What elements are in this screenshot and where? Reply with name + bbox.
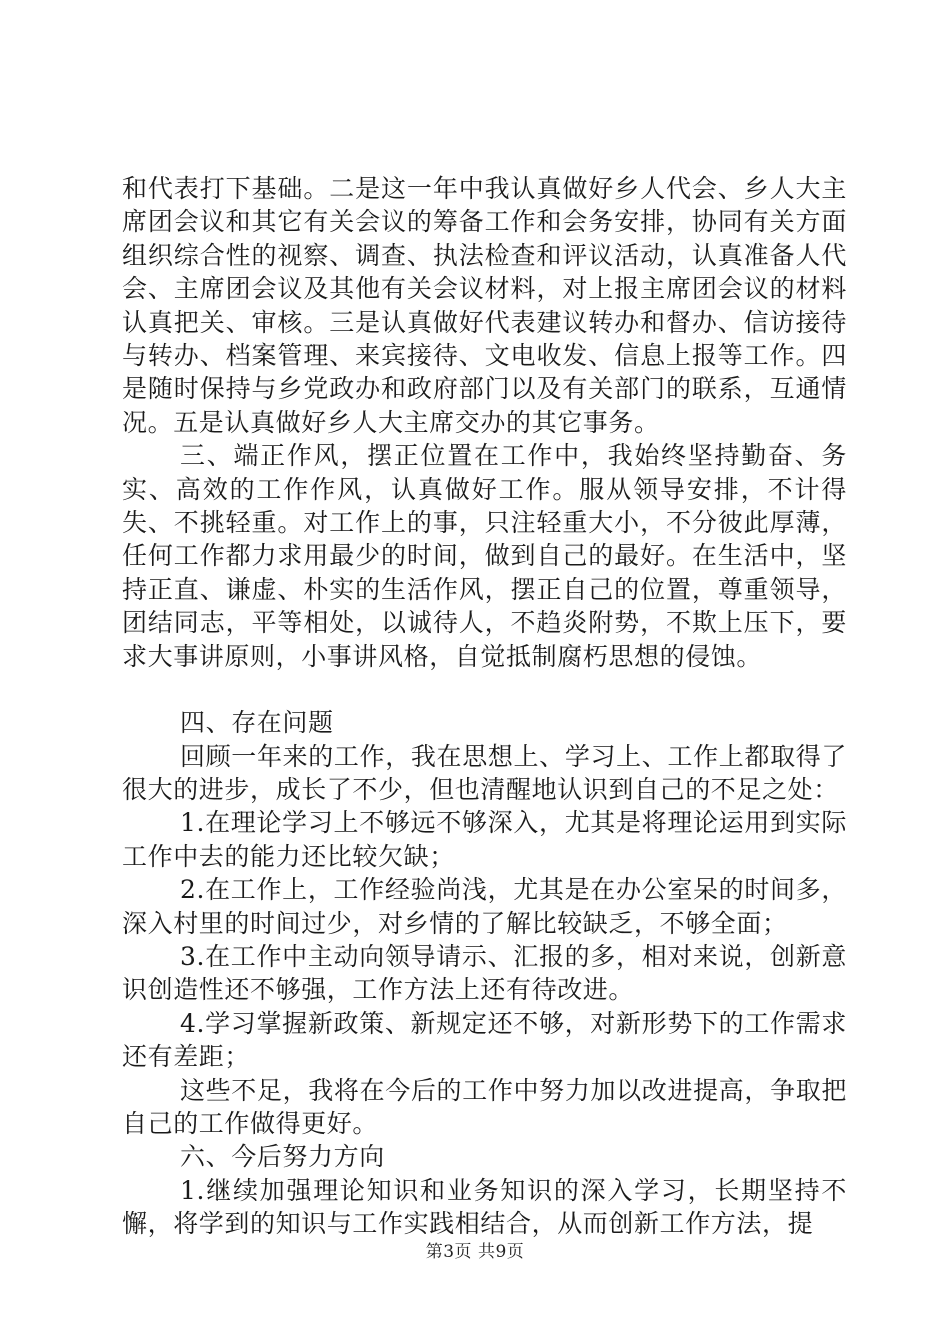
document-body <box>122 172 847 1241</box>
paragraph-section-three: 三、端正作风，摆正位置在工作中，我始终坚持勤奋、务实、高效的工作作风，认真做好工作。服从领导安排，不计得失、不挑轻重。对工作上的事，只注轻重大小，不分彼此厚薄，任何工作都力求用最少的时间，做到自己的最好。在生活中，坚持正直、谦虚、朴实的生活作风，摆正自己的位置，尊重领导，团结同志，平等相处，以诚待人，不趋炎附势，不欺上压下，要求大事讲原则，小事讲风格，自觉抵制腐朽思想的侵蚀。 <box>122 441 847 671</box>
paragraph-improvement: 这些不足，我将在今后的工作中努力加以改进提高，争取把自己的工作做得更好。 <box>122 1075 847 1138</box>
list-item-problem-3: 3.在工作中主动向领导请示、汇报的多，相对来说，创新意识创造性还不够强，工作方法上还有待改进。 <box>122 941 847 1005</box>
list-item-problem-1: 1.在理论学习上不够远不够深入，尤其是将理论运用到实际工作中去的能力还比较欠缺； <box>122 808 847 871</box>
page-number-footer: 第3页 共9页 <box>425 1242 525 1262</box>
heading-section-four: 四、存在问题 <box>180 708 334 738</box>
paragraph-continuation: 和代表打下基础。二是这一年中我认真做好乡人代会、乡人大主席团会议和其它有关会议的筹备工作和会务安排，协同有关方面组织综合性的视察、调查、执法检查和评议活动，认真准备人代会、主席团会议及其他有关会议材料，对上报主席团会议的材料认真把关、审核。三是认真做好代表建议转办和督办、信访接待与转办、档案管理、来宾接待、文电收发、信息上报等工作。四是随时保持与乡党政办和政府部门以及有关部门的联系，互通情况。五是认真做好乡人大主席交办的其它事务。 <box>122 174 847 437</box>
list-item-problem-4: 4.学习掌握新政策、新规定还不够，对新形势下的工作需求还有差距； <box>122 1008 847 1072</box>
list-item-direction-1: 1.继续加强理论知识和业务知识的深入学习，长期坚持不懈，将学到的知识与工作实践相结合，从而创新工作方法，提 <box>122 1175 847 1239</box>
list-item-problem-2: 2.在工作上，工作经验尚浅，尤其是在办公室呆的时间多，深入村里的时间过少，对乡情的了解比较缺乏，不够全面； <box>122 875 847 938</box>
paragraph-review: 回顾一年来的工作，我在思想上、学习上、工作上都取得了很大的进步，成长了不少，但也清醒地认识到自己的不足之处： <box>122 741 847 804</box>
heading-section-six: 六、今后努力方向 <box>180 1142 385 1172</box>
